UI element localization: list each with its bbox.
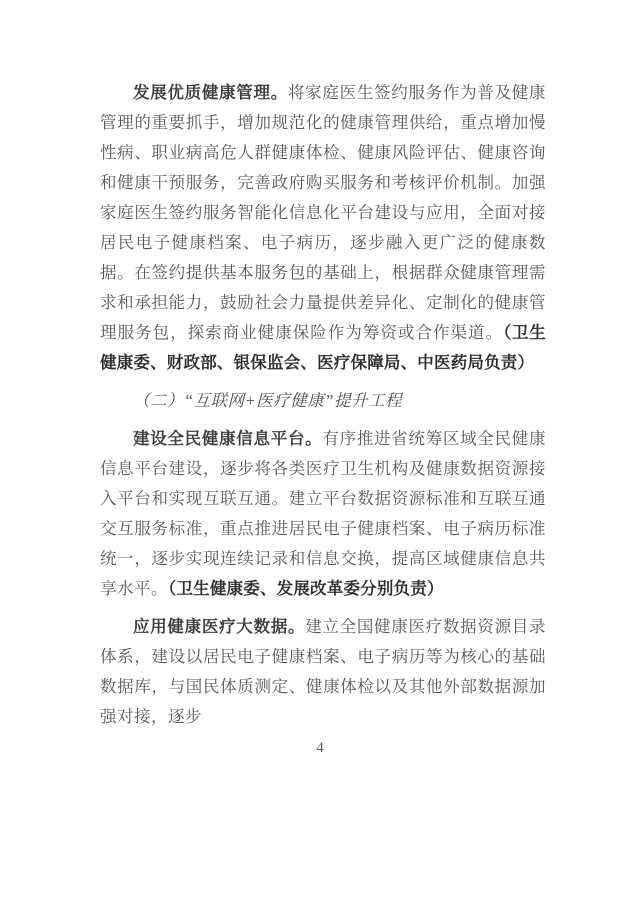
document-body — [100, 78, 546, 740]
text-run-normal: 有序推进省统筹区域全民健康信息平台建设，逐步将各类医疗卫生机构及健康数据资源接入平台和实现互联互通。建立平台数据资源标准和互联互通交互服务标准，重点推进居民电子健康档案、电子病历标准统一，逐步实现连续记录和信息交换，提高区域健康信息共享水平。 — [100, 429, 547, 598]
text-run-dept: （卫生健康委、发展改革委分别负责） — [168, 580, 444, 598]
text-run-lead: 应用健康医疗大数据。 — [133, 617, 306, 636]
text-run-heading: （二）“互联网+医疗健康”提升工程 — [133, 391, 402, 410]
page-number: 4 — [316, 740, 324, 756]
text-run-dept: （卫生健康委、财政部、银保监会、医疗保障局、中医药局负责） — [100, 324, 546, 372]
paragraph — [100, 424, 546, 604]
text-run-lead: 建设全民健康信息平台。 — [133, 429, 323, 448]
paragraph — [100, 78, 546, 378]
section-heading — [100, 386, 546, 416]
text-run-normal: 将家庭医生签约服务作为普及健康管理的重要抓手，增加规范化的健康管理供给，重点增加慢性病、职业病高危人群健康体检、健康风险评估、健康咨询和健康干预服务，完善政府购买服务和考核评价机制。加强家庭医生签约服务智能化信息化平台建设与应用，全面对接居民电子健康档案、电子病历，逐步融入更广泛的健康数据。在签约提供基本服务包的基础上，根据群众健康管理需求和承担能力，鼓励社会力量提供差异化、定制化的健康管理服务包，探索商业健康保险作为筹资或合作渠道。 — [100, 83, 547, 342]
text-run-normal: 建立全国健康医疗数据资源目录体系，建设以居民电子健康档案、电子病历等为核心的基础数据库，与国民体质测定、健康体检以及其他外部数据源加强对接，逐步 — [100, 617, 547, 726]
paragraph — [100, 612, 546, 732]
text-run-lead: 发展优质健康管理。 — [133, 83, 288, 102]
